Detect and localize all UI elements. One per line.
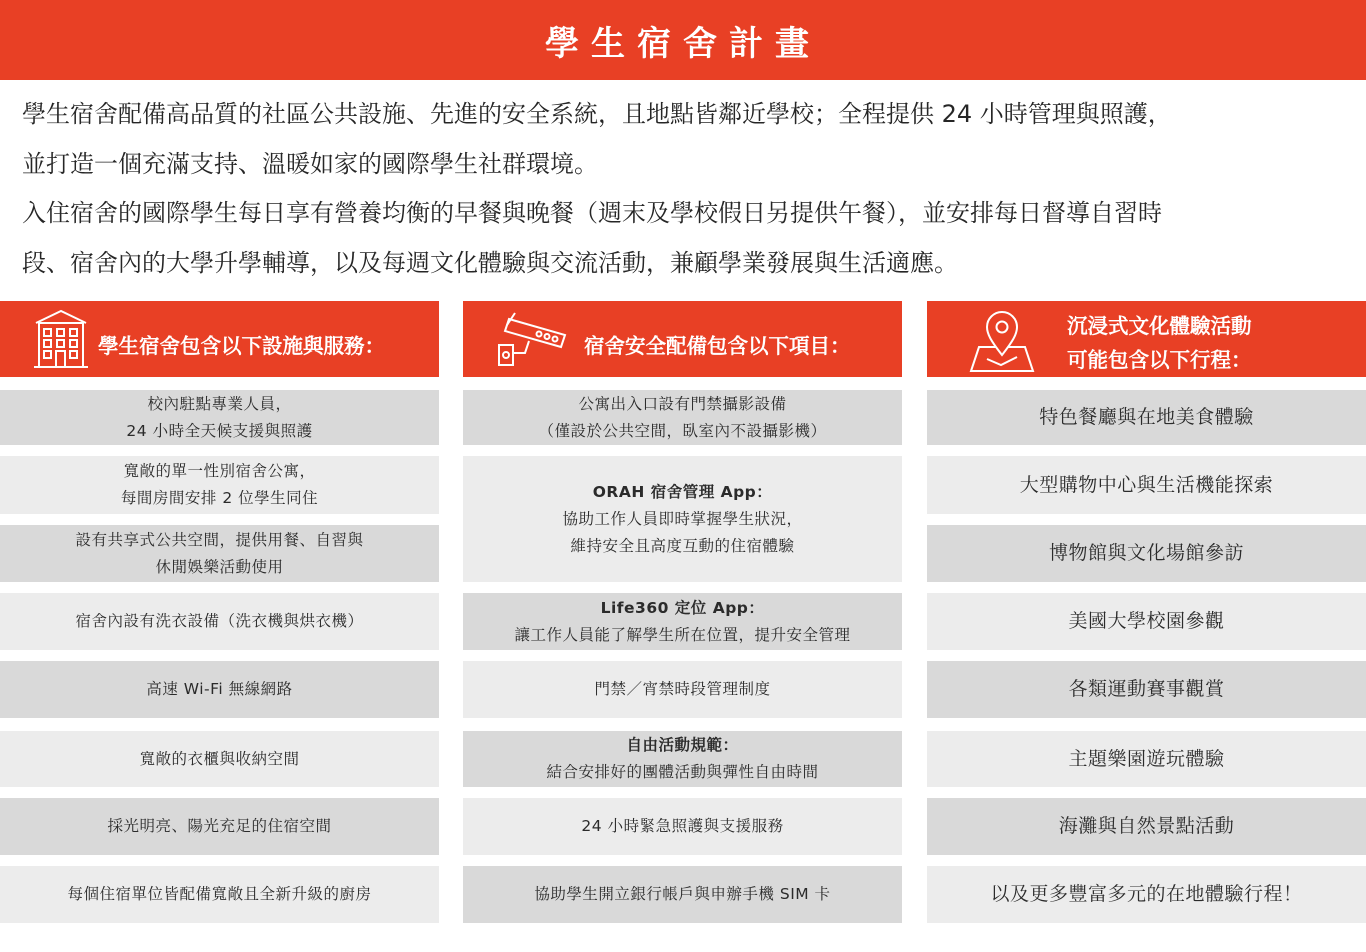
item-line: 以及更多豐富多元的在地體驗行程！ [990,883,1303,905]
facilities-header [0,301,439,377]
list-item [0,390,439,445]
list-item [927,525,1366,582]
list-item [0,525,439,582]
item-line: 特色餐廳與在地美食體驗 [1039,406,1254,428]
intro-line: 入住宿舍的國際學生每日享有營養均衡的早餐與晚餐（週末及學校假日另提供午餐），並安排每日督導自習時 [22,199,1162,227]
list-item [463,731,902,787]
item-line: 24 小時全天候支援與照護 [126,421,313,440]
item-line: 高速 Wi-Fi 無線網路 [146,680,293,698]
item-line: 結合安排好的團體活動與彈性自由時間 [546,763,819,781]
item-line: 24 小時緊急照護與支援服務 [581,817,784,835]
item-line: 宿舍內設有洗衣設備（洗衣機與烘衣機） [75,612,364,630]
security-camera-icon [495,307,575,371]
page-title: 學生宿舍計畫 [545,23,821,64]
intro-line: 段、宿舍內的大學升學輔導，以及每週文化體驗與交流活動，兼顧學業發展與生活適應。 [22,248,958,277]
item-line: 採光明亮、陽光充足的住宿空間 [107,817,332,835]
item-line: 門禁／宵禁時段管理制度 [594,680,771,698]
list-item [0,866,439,923]
activities-heading-line: 可能包含以下行程： [1067,348,1252,372]
list-item [927,731,1366,787]
item-title: ORAH 宿舍管理 App： [592,482,773,501]
item-line: 讓工作人員能了解學生所在位置，提升安全管理 [514,625,851,644]
item-title: 自由活動規範： [626,736,739,754]
intro-line: 學生宿舍配備高品質的社區公共設施、先進的安全系統，且地點皆鄰近學校；全程提供 24 小時管理與照護， [22,100,1172,128]
activities-heading [1067,309,1252,377]
intro-line: 並打造一個充滿支持、溫暖如家的國際學生社群環境。 [22,149,598,178]
list-item [463,456,902,582]
list-item [927,661,1366,718]
item-line: 校內駐點專業人員， [147,394,292,413]
item-line: （僅設於公共空間，臥室內不設攝影機） [538,421,827,440]
list-item [463,593,902,650]
item-line: 設有共享式公共空間，提供用餐、自習與 [75,530,364,549]
list-item [463,390,902,445]
item-line: 博物館與文化場館參訪 [1048,542,1244,564]
activities-heading-line: 沉浸式文化體驗活動 [1067,314,1252,338]
list-item [927,593,1366,650]
item-line: 海灘與自然景點活動 [1058,815,1235,837]
list-item [463,798,902,855]
item-line: 維持安全且高度互動的住宿體驗 [570,536,795,555]
item-line: 協助學生開立銀行帳戶與申辦手機 SIM 卡 [534,885,831,903]
list-item [927,798,1366,855]
intro-text [22,90,1352,288]
page-title-banner [0,0,1366,80]
list-item [927,390,1366,445]
building-icon [32,307,90,371]
list-item [0,661,439,718]
list-item [0,593,439,650]
list-item [927,456,1366,514]
item-line: 寬敞的單一性別宿舍公寓， [123,462,316,480]
item-line: 美國大學校園參觀 [1068,610,1225,632]
item-line: 寬敞的衣櫃與收納空間 [139,749,300,768]
list-item [0,798,439,855]
item-line: 休閒娛樂活動使用 [155,557,284,576]
item-line: 各類運動賽事觀賞 [1068,678,1225,700]
list-item [0,456,439,514]
item-title: Life360 定位 App： [600,598,765,617]
security-header [463,301,902,377]
list-item [0,731,439,787]
item-line: 協助工作人員即時掌握學生狀況， [562,509,803,528]
facilities-heading: 學生宿舍包含以下設施與服務： [98,334,385,358]
item-line: 每間房間安排 2 位學生同住 [120,489,319,507]
list-item [463,661,902,718]
item-line: 大型購物中心與生活機能探索 [1019,473,1274,496]
item-line: 每個住宿單位皆配備寬敞且全新升級的廚房 [67,885,372,903]
list-item [463,866,902,923]
list-item [927,866,1366,923]
item-line: 公寓出入口設有門禁攝影設備 [578,394,787,413]
security-heading: 宿舍安全配備包含以下項目： [584,334,851,358]
map-pin-icon [967,307,1037,373]
item-line: 主題樂園遊玩體驗 [1068,747,1225,770]
activities-header [927,301,1366,377]
